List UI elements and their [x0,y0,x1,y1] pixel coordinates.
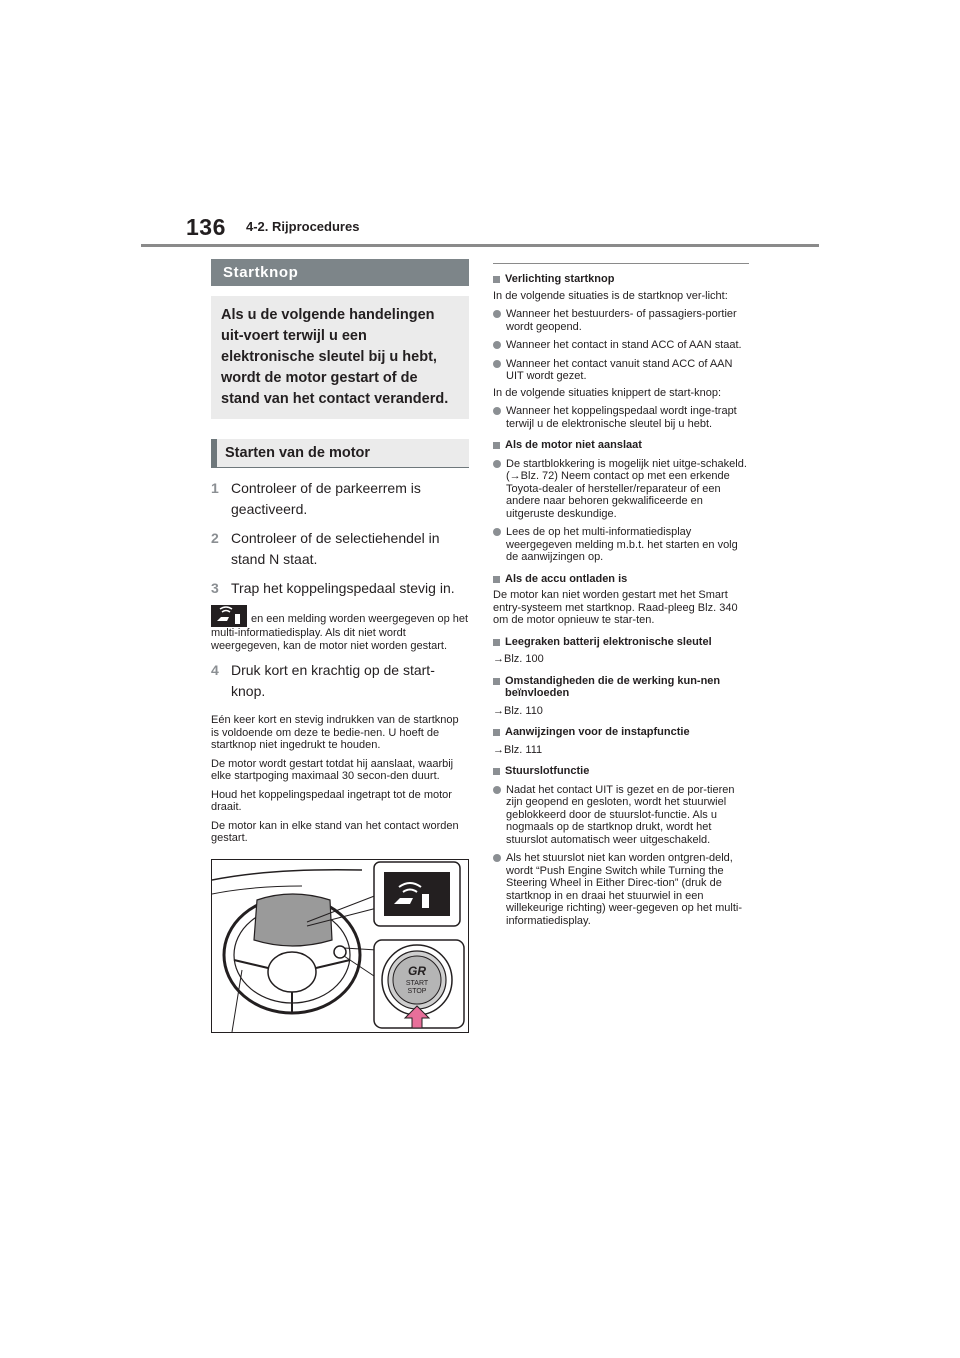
list-item [493,405,749,430]
step-4 [211,660,469,702]
square-bullet-icon [493,576,500,583]
right-column [493,263,749,927]
heading-engine-not-starting [493,439,749,452]
heading-text: Verlichting startknop [505,273,615,285]
list-item [493,308,749,333]
heading-text: Stuurslotfunctie [505,765,590,777]
step-1 [211,478,469,520]
list-item-text: Wanneer het contact vanuit stand ACC of AAN UIT wordt gezet. [506,357,733,382]
paragraph: De motor wordt gestart totdat hij aanslaat, waarbij elke startpoging maximaal 30 secon-den duurt. [211,757,454,782]
body-text: In de volgende situaties knippert de start-knop: [493,386,722,399]
body-text: De motor kan niet worden gestart met het Smart entry-systeem met startknop. Raad-pleeg Blz. 340 om de motor opnieuw te star-ten. [493,589,738,626]
list-item [493,784,749,847]
list-item [493,339,749,352]
round-bullet-icon [493,407,501,415]
heading-text: Omstandigheden die de werking kun-nen beïnvloeden [505,674,721,699]
heading-text: Leegraken batterij elektronische sleutel [505,635,712,648]
heading-text: Als de accu ontladen is [505,572,628,585]
round-bullet-icon [493,786,501,794]
round-bullet-icon [493,360,501,368]
start-button-logo: GR [408,963,426,978]
step-3 [211,578,469,599]
square-bullet-icon [493,276,500,283]
list-item-text: Wanneer het koppelingspedaal wordt inge-trapt terwijl u de elektronische sleutel bij u hebt. [506,405,737,430]
heading-steering-lock [493,765,749,778]
step-3-description [211,605,469,652]
round-bullet-icon [493,528,501,536]
stop-button-label: STOP [407,987,427,995]
list-item [493,358,749,383]
step-2 [211,528,469,570]
section-title: 4-2. Rijprocedures [246,219,360,234]
body-text: In de volgende situaties is de startknop ver-licht: [493,289,728,302]
section-banner: Startknop [211,259,469,286]
list-item [493,458,749,521]
list-item-text: Wanneer het contact in stand ACC of AAN staat. [506,339,742,351]
page-number: 136 [186,214,226,240]
heading-entry-function [493,726,749,739]
clutch-key-indicator-icon [211,605,247,627]
page-reference: →Blz. 100 [493,653,544,665]
list-item-text: Nadat het contact UIT is gezet en de por-tieren zijn geopend en gesloten, wordt het stuurwiel geblokkeerd door de stuurslot-functie. Als u nogmaals op de startknop drukt, wordt het stuurslot automatisch weer uitgeschakeld. [506,783,735,846]
list-item-text: Wanneer het bestuurders- of passagiers-portier wordt geopend. [506,308,737,333]
list-item [493,526,749,564]
round-bullet-icon [493,460,501,468]
square-bullet-icon [493,442,500,449]
header-rule [141,244,819,247]
step-text: Controleer of de selectiehendel in stand N staat. [231,530,440,567]
heading-battery-discharged [493,573,749,586]
round-bullet-icon [493,341,501,349]
step-number: 2 [211,530,219,546]
step-text: Trap het koppelingspedaal stevig in. [231,580,455,596]
list-item [493,852,749,927]
left-column [211,259,469,1033]
heading-circumstances [493,675,749,700]
intro-box: Als u de volgende handelingen uit-voert terwijl u een elektronische sleutel bij u hebt, wordt de motor gestart of de stand van het contact veranderd. [211,296,469,419]
step-number: 1 [211,480,219,496]
paragraph: Houd het koppelingspedaal ingetrapt tot de motor draait. [211,788,452,813]
heading-button-lighting [493,273,749,286]
round-bullet-icon [493,854,501,862]
start-button-label: START [405,979,429,987]
step-text: Druk kort en krachtig op de start-knop. [231,662,435,699]
list-item-text: Lees de op het multi-informatiedisplay weergegeven melding m.b.t. het starten en volg de aanwijzingen op. [506,526,738,563]
heading-text: Als de motor niet aanslaat [505,439,642,451]
square-bullet-icon [493,729,500,736]
list-item-text: De startblokkering is mogelijk niet uitge-schakeld. (→Blz. 72) Neem contact op met een erkende Toyota-dealer of hersteller/reparateur of een andere naar behoren gekwalificeerde en uitgeruste deskundige. [506,457,747,520]
round-bullet-icon [493,310,501,318]
heading-text: Aanwijzingen voor de instapfunctie [505,726,690,738]
square-bullet-icon [493,639,500,646]
step-text: Controleer of de parkeerrem is geactiveerd. [231,480,421,517]
step-number: 3 [211,580,219,596]
step-number: 4 [211,662,219,678]
dashboard-illustration [211,859,469,1033]
heading-key-battery [493,636,749,649]
paragraph: De motor kan in elke stand van het contact worden gestart. [211,819,459,844]
paragraph: Eén keer kort en stevig indrukken van de startknop is voldoende om deze te bedie-nen. U hoeft de startknop niet ingedrukt te houden. [211,714,459,751]
page-reference: →Blz. 110 [493,704,543,717]
subheading: Starten van de motor [211,439,469,468]
square-bullet-icon [493,678,500,685]
page-reference: →Blz. 111 [493,743,543,756]
step-3-desc-text: en een melding worden weergegeven op het multi-informatiedisplay. Als dit niet wordt weergegeven, kan de motor niet worden gestart. [211,613,469,652]
right-top-rule [493,263,749,264]
square-bullet-icon [493,768,500,775]
list-item-text: Als het stuurslot niet kan worden ontgren-deld, wordt “Push Engine Switch while Turning the Steering Wheel in Either Direc-tion” (druk de startknop in en draai het stuurwiel in een willekeurige richting) weer-gegeven op het multi-informatiedisplay. [506,852,743,927]
